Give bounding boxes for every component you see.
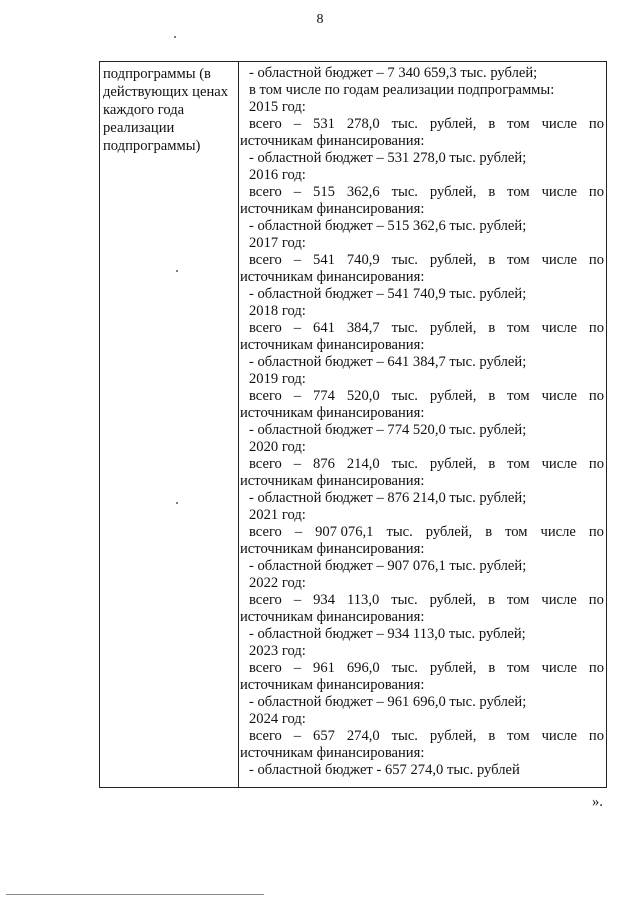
column-divider: [238, 62, 239, 787]
regional-budget-total: - областной бюджет – 7 340 659,3 тыс. рублей;: [249, 65, 538, 81]
total-word: тыс.: [391, 116, 418, 132]
total-word: том: [507, 728, 530, 744]
total-word: 774: [313, 388, 335, 404]
total-word: рублей,: [429, 388, 477, 404]
by-years-intro: в том числе по годам реализации подпрограммы:: [249, 82, 555, 98]
year-block: [240, 643, 604, 711]
total-word: рублей,: [429, 116, 477, 132]
year-heading: 2022 год:: [249, 575, 306, 591]
total-word: том: [507, 456, 530, 472]
year-total-line: [240, 252, 604, 269]
total-word: рублей,: [425, 524, 473, 540]
total-word: всего: [249, 592, 282, 608]
total-word: по: [588, 728, 604, 744]
year-heading: 2017 год:: [249, 235, 306, 251]
total-word: тыс.: [391, 320, 418, 336]
total-word: в: [488, 728, 496, 744]
total-word: том: [507, 116, 530, 132]
year-regional-budget: - областной бюджет – 934 113,0 тыс. рублей;: [249, 626, 526, 642]
total-word: в: [488, 388, 496, 404]
total-word: тыс.: [391, 184, 418, 200]
total-word: по: [588, 592, 604, 608]
total-word: всего: [249, 116, 282, 132]
total-word: –: [293, 660, 302, 676]
total-word: в: [488, 184, 496, 200]
year-heading: 2023 год:: [249, 643, 306, 659]
total-word: тыс.: [391, 660, 418, 676]
total-word: 907 076,1: [315, 524, 374, 540]
year-total-line: [240, 524, 604, 541]
total-word: том: [506, 592, 530, 608]
total-word: тыс.: [391, 252, 418, 268]
year-block: [240, 167, 604, 235]
year-total-line: [240, 184, 604, 201]
total-word: в: [485, 524, 493, 540]
year-block: [240, 303, 604, 371]
year-heading: 2020 год:: [249, 439, 306, 455]
year-total-line: [240, 456, 604, 473]
total-word: –: [293, 320, 302, 336]
total-word: рублей,: [429, 252, 477, 268]
total-word: всего: [249, 660, 282, 676]
total-word: том: [507, 252, 530, 268]
year-regional-budget: - областной бюджет – 641 384,7 тыс. рублей;: [249, 354, 527, 370]
total-word: тыс.: [391, 456, 418, 472]
total-word: 696,0: [346, 660, 380, 676]
total-word: 657: [313, 728, 335, 744]
year-block: [240, 99, 604, 167]
year-regional-budget: - областной бюджет – 774 520,0 тыс. рублей;: [249, 422, 527, 438]
total-word: тыс.: [386, 524, 413, 540]
total-word: в: [488, 252, 496, 268]
total-word: –: [294, 524, 303, 540]
total-word: числе: [541, 728, 577, 744]
total-word: числе: [541, 456, 577, 472]
total-word: 740,9: [346, 252, 380, 268]
total-word: рублей,: [429, 320, 477, 336]
scan-speck: [174, 36, 176, 38]
total-word: рублей,: [429, 660, 477, 676]
total-word: в: [488, 456, 496, 472]
total-word: –: [293, 116, 302, 132]
total-word: 641: [313, 320, 335, 336]
total-word: 541: [313, 252, 335, 268]
total-word: –: [293, 592, 302, 608]
funding-sources-label: источникам финансирования:: [240, 745, 425, 761]
year-total-line: [240, 728, 604, 745]
year-heading: 2024 год:: [249, 711, 306, 727]
total-word: по: [588, 116, 604, 132]
total-word: рублей,: [429, 184, 477, 200]
right-cell: [240, 65, 604, 779]
left-cell: [103, 65, 235, 155]
total-word: 876: [313, 456, 335, 472]
year-heading: 2016 год:: [249, 167, 306, 183]
total-word: 113,0: [347, 592, 380, 608]
total-word: всего: [249, 184, 282, 200]
funding-sources-label: источникам финансирования:: [240, 677, 425, 693]
total-word: 531: [313, 116, 335, 132]
total-word: числе: [541, 184, 577, 200]
year-block: [240, 575, 604, 643]
total-word: по: [588, 524, 604, 540]
funding-sources-label: источникам финансирования:: [240, 269, 425, 285]
page-number: 8: [316, 12, 324, 27]
funding-table: [99, 61, 607, 788]
total-word: всего: [249, 456, 282, 472]
total-word: числе: [541, 660, 577, 676]
year-regional-budget: - областной бюджет – 541 740,9 тыс. рублей;: [249, 286, 527, 302]
total-word: –: [293, 456, 302, 472]
year-total-line: [240, 116, 604, 133]
total-word: числе: [541, 388, 577, 404]
total-word: в: [488, 592, 495, 608]
total-word: том: [507, 184, 530, 200]
year-block: [240, 371, 604, 439]
total-word: тыс.: [391, 592, 418, 608]
total-word: 274,0: [346, 728, 380, 744]
total-word: по: [588, 184, 604, 200]
total-word: том: [507, 388, 530, 404]
year-regional-budget: - областной бюджет – 961 696,0 тыс. рублей;: [249, 694, 527, 710]
total-word: по: [588, 320, 604, 336]
year-heading: 2019 год:: [249, 371, 306, 387]
total-word: –: [293, 728, 302, 744]
total-word: 934: [313, 592, 336, 608]
funding-sources-label: источникам финансирования:: [240, 133, 425, 149]
total-word: всего: [249, 728, 282, 744]
total-word: 961: [313, 660, 335, 676]
total-word: 384,7: [346, 320, 380, 336]
total-word: 520,0: [346, 388, 380, 404]
year-heading: 2015 год:: [249, 99, 306, 115]
total-word: –: [293, 388, 302, 404]
total-word: по: [588, 660, 604, 676]
total-word: числе: [540, 524, 576, 540]
total-word: в: [488, 116, 496, 132]
year-heading: 2018 год:: [249, 303, 306, 319]
total-word: –: [293, 184, 302, 200]
total-word: в: [488, 320, 496, 336]
left-cell-line: каждого года: [103, 102, 185, 118]
total-word: всего: [249, 320, 282, 336]
funding-sources-label: источникам финансирования:: [240, 541, 425, 557]
total-word: в: [488, 660, 496, 676]
year-regional-budget: - областной бюджет – 531 278,0 тыс. рублей;: [249, 150, 527, 166]
total-word: числе: [541, 592, 577, 608]
total-word: 278,0: [346, 116, 380, 132]
funding-sources-label: источникам финансирования:: [240, 473, 425, 489]
total-word: том: [505, 524, 528, 540]
total-word: числе: [541, 116, 577, 132]
total-word: 515: [313, 184, 335, 200]
year-regional-budget: - областной бюджет – 907 076,1 тыс. рублей;: [249, 558, 527, 574]
year-block: [240, 439, 604, 507]
funding-sources-label: источникам финансирования:: [240, 337, 425, 353]
total-word: –: [293, 252, 302, 268]
year-total-line: [240, 592, 604, 609]
total-word: всего: [249, 388, 282, 404]
total-word: всего: [249, 524, 282, 540]
total-word: числе: [541, 320, 577, 336]
year-regional-budget: - областной бюджет – 876 214,0 тыс. рублей;: [249, 490, 527, 506]
footnote-separator: [6, 894, 264, 895]
year-block: [240, 235, 604, 303]
closing-quote: ».: [592, 794, 603, 810]
total-word: по: [588, 252, 604, 268]
total-word: числе: [541, 252, 577, 268]
year-block: [240, 507, 604, 575]
total-word: по: [588, 388, 604, 404]
left-cell-line: подпрограммы (в: [103, 66, 211, 82]
year-total-line: [240, 388, 604, 405]
total-word: всего: [249, 252, 282, 268]
total-word: том: [507, 320, 530, 336]
year-total-line: [240, 320, 604, 337]
year-regional-budget: - областной бюджет - 657 274,0 тыс. рублей: [249, 762, 520, 778]
funding-sources-label: источникам финансирования:: [240, 405, 425, 421]
year-block: [240, 711, 604, 779]
year-heading: 2021 год:: [249, 507, 306, 523]
funding-sources-label: источникам финансирования:: [240, 609, 425, 625]
left-cell-line: реализации: [103, 120, 175, 136]
total-word: рублей,: [429, 728, 477, 744]
total-word: рублей,: [429, 592, 477, 608]
year-regional-budget: - областной бюджет – 515 362,6 тыс. рублей;: [249, 218, 527, 234]
total-word: тыс.: [391, 388, 418, 404]
left-cell-line: подпрограммы): [103, 138, 201, 154]
total-word: 214,0: [346, 456, 380, 472]
year-total-line: [240, 660, 604, 677]
funding-sources-label: источникам финансирования:: [240, 201, 425, 217]
total-word: тыс.: [391, 728, 418, 744]
total-word: рублей,: [429, 456, 477, 472]
left-cell-line: действующих ценах: [103, 84, 229, 100]
total-word: том: [507, 660, 530, 676]
total-word: по: [588, 456, 604, 472]
total-word: 362,6: [346, 184, 380, 200]
